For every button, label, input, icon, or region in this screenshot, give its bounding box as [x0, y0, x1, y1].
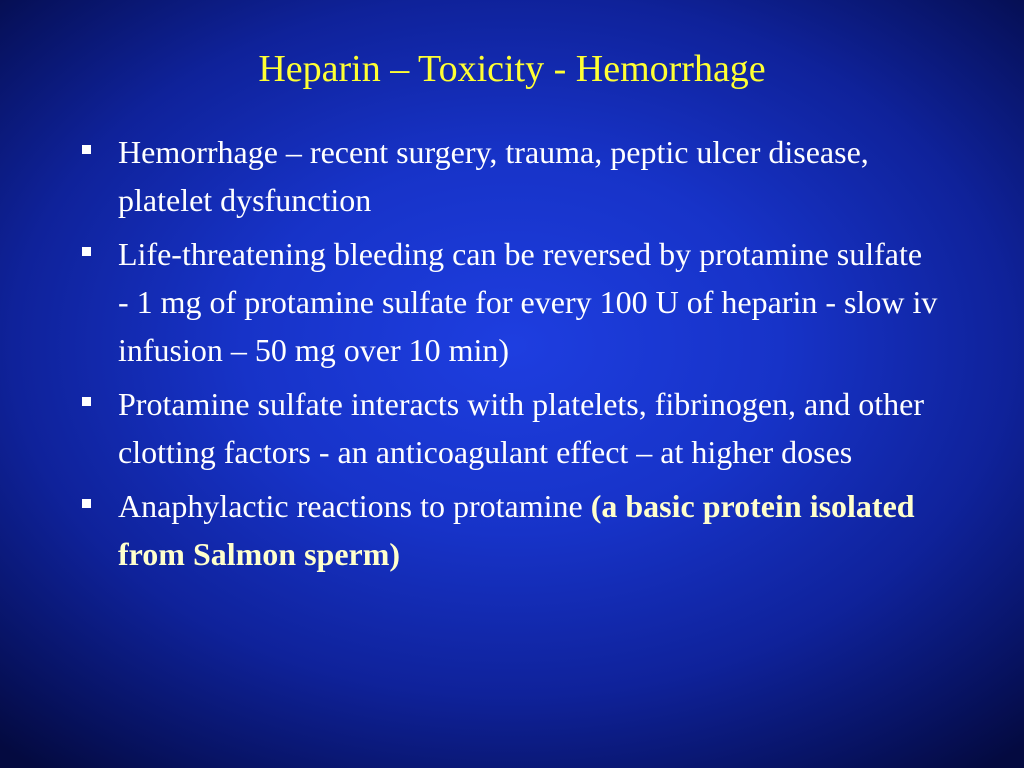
bullet-item	[78, 482, 938, 578]
slide-title: Heparin – Toxicity - Hemorrhage	[258, 48, 766, 90]
bullet-item	[78, 230, 938, 374]
bullet-text: Hemorrhage – recent surgery, trauma, peptic ulcer disease, platelet dysfunction	[118, 134, 869, 218]
bullet-text: Protamine sulfate interacts with platelets, fibrinogen, and other clotting factors - an anticoagulant effect – at higher doses	[118, 386, 924, 470]
bullet-item	[78, 128, 938, 224]
bullet-item	[78, 380, 938, 476]
square-bullet-icon	[82, 397, 91, 406]
bullet-text: Anaphylactic reactions to protamine	[118, 488, 591, 524]
square-bullet-icon	[82, 247, 91, 256]
bullet-emphasis-text: (a basic protein isolated from Salmon sperm)	[118, 488, 915, 572]
square-bullet-icon	[82, 145, 91, 154]
square-bullet-icon	[82, 499, 91, 508]
bullet-text: Life-threatening bleeding can be reversed by protamine sulfate - 1 mg of protamine sulfate for every 100 U of heparin - slow iv infusion – 50 mg over 10 min)	[118, 236, 938, 368]
bullet-list	[78, 128, 938, 584]
